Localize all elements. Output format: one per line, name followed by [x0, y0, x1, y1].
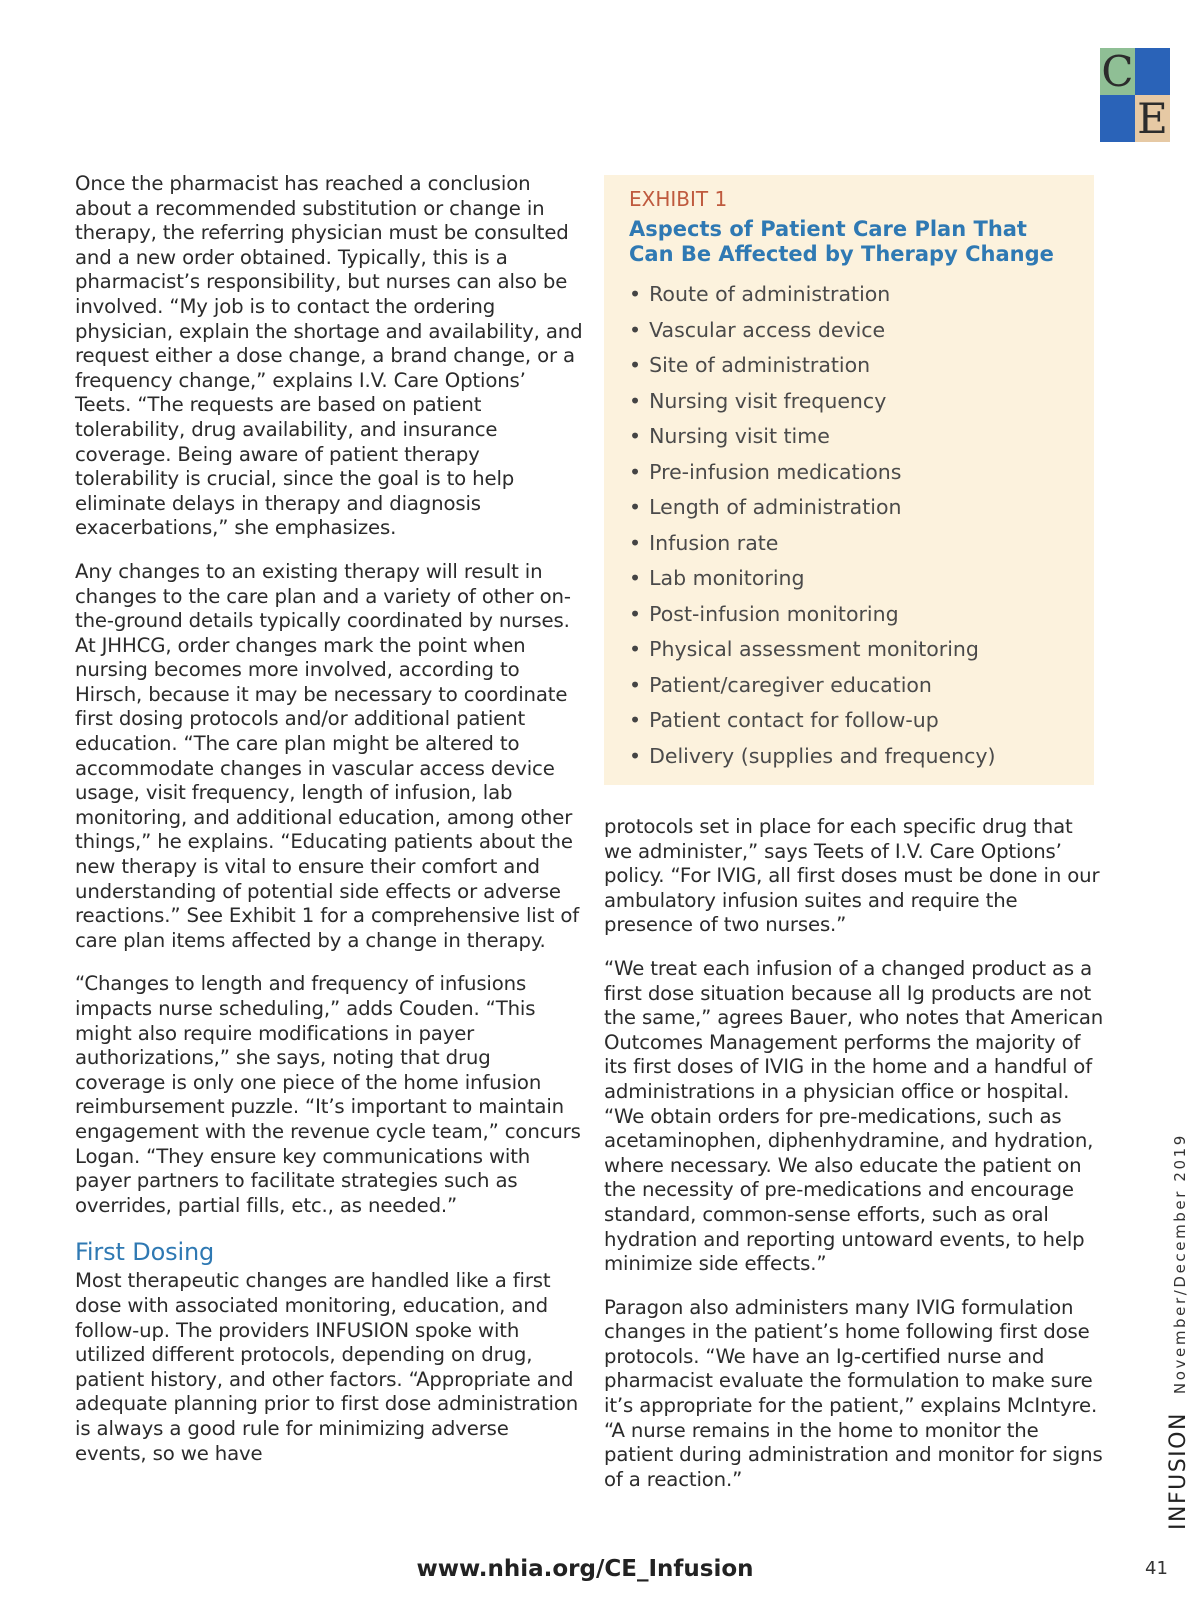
body-paragraph: Paragon also administers many IVIG formulation changes in the patient’s home following first dose protocols. “We have an Ig-certified nurse and pharmacist evaluate the formulation to make sure it’s appropriate for the patient,” explains McIntyre. “A nurse remains in the home to monitor the patient during administration and monitor for signs of a reaction.” [604, 1295, 1103, 1491]
exhibit-box [604, 175, 1094, 785]
bullet-icon: • [629, 495, 642, 519]
body-paragraph: Most therapeutic changes are handled like a first dose with associated monitoring, education, and follow-up. The providers INFUSION spoke with utilized different protocols, depending on drug, patient history, and other factors. “Appropriate and adequate planning prior to first dose administration is always a good rule for minimizing adverse events, so we have [75, 1269, 579, 1465]
list-item: • Length of administration [629, 495, 902, 519]
logo-c-cell: C [1101, 46, 1134, 96]
body-paragraph: “We treat each infusion of a changed product as a first dose situation because all Ig products are not the same,” agrees Bauer, who notes that American Outcomes Management performs the majority of its first doses of IVIG in the home and a handful of administrations in a physician office or hospital. “We obtain orders for pre-medications, such as acetaminophen, diphenhydramine, and hydration, where necessary. We also educate the patient on the necessity of pre-medications and encourage standard, common-sense efforts, such as oral hydration and reporting untoward events, to help minimize side effects.” [604, 956, 1104, 1276]
bullet-icon: • [629, 530, 642, 555]
body-paragraph: “Changes to length and frequency of infusions impacts nurse scheduling,” adds Couden. “This might also require modifications in payer authorizations,” she says, noting that drug coverage is only one piece of the home infusion reimbursement puzzle. “It’s important to maintain engagement with the revenue cycle team,” concurs Logan. “They ensure key communications with payer partners to facilitate strategies such as overrides, partial fills, etc., as needed.” [75, 972, 581, 1217]
bullet-icon: • [629, 708, 642, 732]
logo-blue-bottom [1100, 95, 1135, 142]
list-item: • Post-infusion monitoring [629, 601, 899, 626]
list-item: • Lab monitoring [629, 566, 805, 590]
bullet-icon: • [629, 424, 642, 448]
body-paragraph: protocols set in place for each specific drug that we administer,” says Teets of I.V. Care Options’ policy. “For IVIG, all first doses must be done in our ambulatory infusion suites and require the presence of two nurses.” [604, 815, 1100, 937]
ce-logo [1100, 48, 1170, 142]
page-number: 41 [1145, 1558, 1168, 1579]
list-item: • Pre-infusion medications [629, 459, 902, 484]
list-item: • Physical assessment monitoring [629, 637, 979, 661]
bullet-icon: • [629, 601, 642, 626]
logo-e-cell: E [1135, 95, 1170, 142]
exhibit-label: EXHIBIT 1 [629, 187, 728, 211]
bullet-icon: • [629, 672, 642, 697]
issue-date: November/December 2019 [1171, 1133, 1189, 1395]
list-item: • Patient/caregiver education [629, 672, 932, 697]
bullet-icon: • [629, 637, 642, 661]
left-column [75, 172, 585, 1485]
bullet-icon: • [629, 282, 642, 306]
bullet-icon: • [629, 388, 642, 413]
bullet-icon: • [629, 353, 642, 377]
body-paragraph: Any changes to an existing therapy will result in changes to the care plan and a variety of other on-the-ground details typically coordinated by nurses. At JHHCG, order changes mark the point when nursing becomes more involved, according to Hirsch, because it may be necessary to coordinate first dosing protocols and/or additional patient education. “The care plan might be altered to accommodate changes in vascular access device usage, visit frequency, length of infusion, lab monitoring, and additional education, among other things,” he explains. “Educating patients about the new therapy is vital to ensure their comfort and understanding of potential side effects or adverse reactions.” See Exhibit 1 for a comprehensive list of care plan items affected by a change in therapy. [75, 559, 580, 952]
list-item: • Patient contact for follow-up [629, 708, 939, 732]
exhibit-title: Aspects of Patient Care Plan That Can Be Affected by Therapy Change [629, 217, 1054, 266]
side-running-head [1166, 1133, 1191, 1530]
list-item: • Site of administration [629, 353, 871, 377]
bullet-icon: • [629, 317, 642, 342]
right-column [604, 815, 1104, 1511]
list-item: • Nursing visit time [629, 424, 830, 448]
list-item: • Delivery (supplies and frequency) [629, 743, 996, 768]
exhibit-list [629, 277, 996, 774]
section-heading-first-dosing: First Dosing [75, 1238, 215, 1267]
footer-url-link[interactable]: www.nhia.org/CE_Infusion [416, 1556, 754, 1582]
magazine-brand: INFUSION [1166, 1412, 1191, 1530]
bullet-icon: • [629, 566, 642, 590]
list-item: • Vascular access device [629, 317, 886, 342]
bullet-icon: • [629, 459, 642, 484]
list-item: • Route of administration [629, 282, 891, 306]
logo-blue-top [1135, 48, 1170, 95]
bullet-icon: • [629, 743, 642, 768]
list-item: • Nursing visit frequency [629, 388, 887, 413]
list-item: • Infusion rate [629, 530, 779, 555]
body-paragraph: Once the pharmacist has reached a conclusion about a recommended substitution or change in therapy, the referring physician must be consulted and a new order obtained. Typically, this is a pharmacist’s responsibility, but nurses can also be involved. “My job is to contact the ordering physician, explain the shortage and availability, and request either a dose change, a brand change, or a frequency change,” explains I.V. Care Options’ Teets. “The requests are based on patient tolerability, drug availability, and insurance coverage. Being aware of patient therapy tolerability is crucial, since the goal is to help eliminate delays in therapy and diagnosis exacerbations,” she emphasizes. [75, 172, 583, 540]
